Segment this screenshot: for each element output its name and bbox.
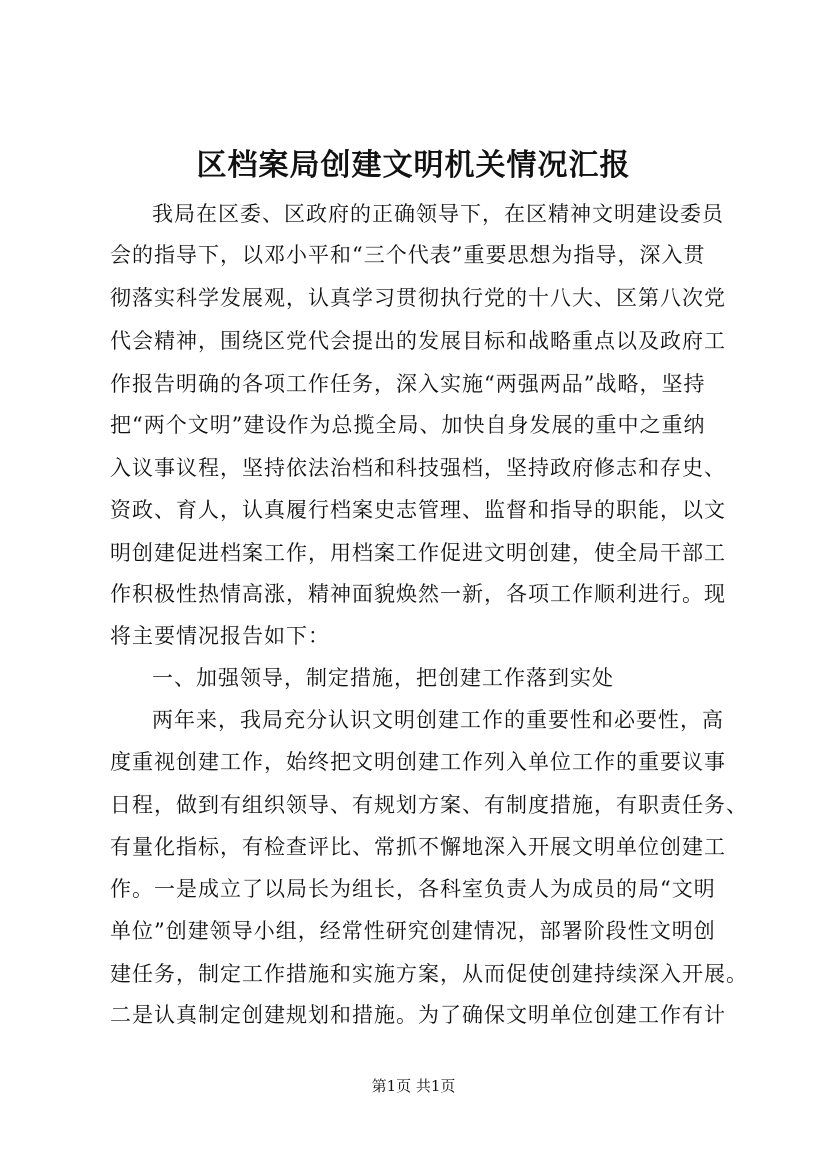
body-line: 建任务，制定工作措施和实施方案，从而促使创建持续深入开展。 (110, 962, 748, 986)
page-number-footer: 第1页 共1页 (371, 1077, 456, 1095)
section-heading: 一、加强领导，制定措施，把创建工作落到实处 (152, 666, 614, 690)
body-line: 日程，做到有组织领导、有规划方案、有制度措施，有职责任务、 (110, 793, 748, 817)
document-title: 区档案局创建文明机关情况汇报 (196, 148, 631, 183)
body-line: 度重视创建工作，始终把文明创建工作列入单位工作的重要议事 (110, 750, 726, 774)
body-line: 将主要情况报告如下： (110, 624, 330, 648)
body-line: 二是认真制定创建规划和措施。为了确保文明单位创建工作有计 (110, 1003, 726, 1027)
body-line: 作。一是成立了以局长为组长，各科室负责人为成员的局“文明 (110, 877, 716, 901)
body-line: 会的指导下，以邓小平和“三个代表”重要思想为指导，深入贯 (110, 243, 706, 267)
body-line: 入议事议程，坚持依法治档和科技强档，坚持政府修志和存史、 (110, 456, 726, 480)
body-line: 作积极性热情高涨，精神面貌焕然一新，各项工作顺利进行。现 (110, 582, 726, 606)
body-line: 两年来，我局充分认识文明创建工作的重要性和必要性，高 (152, 708, 724, 732)
body-line: 单位”创建领导小组，经常性研究创建情况，部署阶段性文明创 (110, 919, 716, 943)
body-line: 代会精神，围绕区党代会提出的发展目标和战略重点以及政府工 (110, 329, 726, 353)
body-line: 资政、育人，认真履行档案史志管理、监督和指导的职能，以文 (110, 498, 726, 522)
body-line: 彻落实科学发展观，认真学习贯彻执行党的十八大、区第八次党 (110, 286, 726, 310)
body-line: 明创建促进档案工作，用档案工作促进文明创建，使全局干部工 (110, 541, 726, 565)
body-line: 把“两个文明”建设作为总揽全局、加快自身发展的重中之重纳 (110, 413, 706, 437)
body-line: 有量化指标，有检查评比、常抓不懈地深入开展文明单位创建工 (110, 835, 726, 859)
body-line: 作报告明确的各项工作任务，深入实施“两强两品”战略，坚持 (110, 372, 706, 396)
body-line: 我局在区委、区政府的正确领导下，在区精神文明建设委员 (152, 202, 724, 226)
